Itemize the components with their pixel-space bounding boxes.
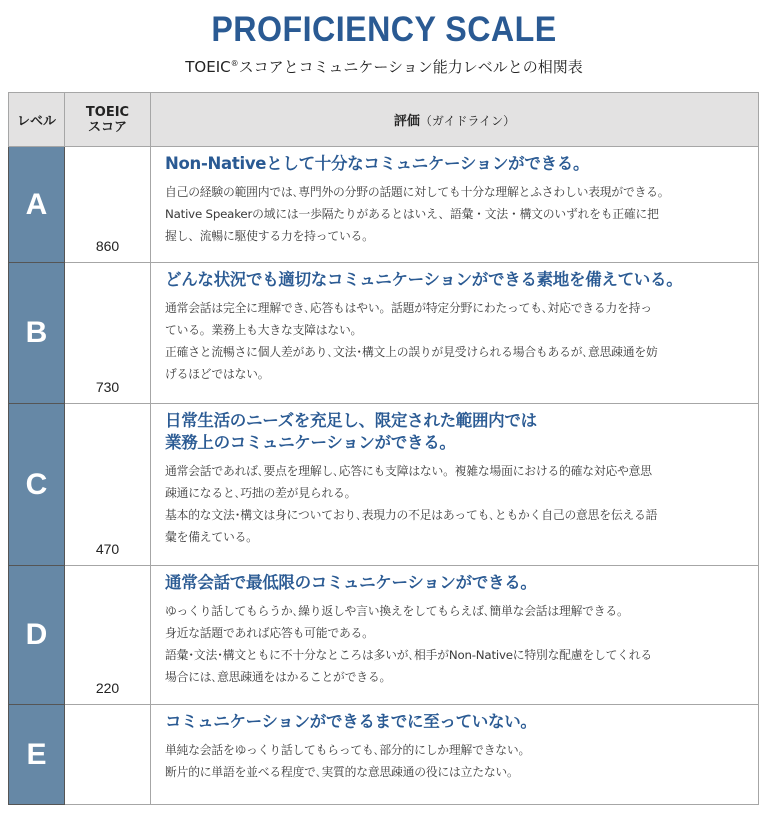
- column-header-level: レベル: [9, 93, 65, 147]
- evaluation-text-line: 通常会話は完全に理解でき､応答もはやい。話題が特定分野にわたっても､対応できる力を持っ: [165, 301, 652, 315]
- registered-mark: ®: [230, 59, 239, 68]
- score-cell: 860: [65, 147, 151, 263]
- column-header-score-line1: TOEIC: [85, 104, 130, 120]
- table-row-level-e: [9, 705, 759, 805]
- evaluation-text-line: 単純な会話をゆっくり話してもらっても､部分的にしか理解できない。: [165, 743, 531, 757]
- score-cell: [65, 705, 151, 805]
- evaluation-headline: [165, 410, 744, 454]
- evaluation-text-line: 身近な話題であれば応答も可能である。: [165, 626, 374, 640]
- column-header-score: [65, 93, 151, 147]
- evaluation-cell: [151, 705, 759, 805]
- score-cell: 470: [65, 404, 151, 566]
- column-header-eval-sub: （ガイドライン）: [419, 114, 516, 128]
- headline-line: 日常生活のニーズを充足し、限定された範囲内では: [165, 411, 537, 430]
- headline-line: コミュニケーションができるまでに至っていない。: [165, 712, 537, 731]
- evaluation-cell: [151, 404, 759, 566]
- score-cell: 220: [65, 566, 151, 705]
- evaluation-text-line: 断片的に単語を並べる程度で､実質的な意思疎通の役には立たない。: [165, 765, 519, 779]
- evaluation-text-line: 場合には､意思疎通をはかることができる。: [165, 670, 392, 684]
- evaluation-text-line: 正確さと流暢さに個人差があり､文法･構文上の誤りが見受けられる場合もあるが､意思疎通を妨: [165, 345, 658, 359]
- evaluation-cell: [151, 263, 759, 404]
- evaluation-text-line: げるほどではない。: [165, 367, 270, 381]
- headline-line: 通常会話で最低限のコミュニケーションができる。: [165, 573, 537, 592]
- subtitle-prefix: TOEIC: [185, 58, 231, 76]
- column-header-score-line2: スコア: [87, 119, 127, 135]
- evaluation-text-line: 通常会話であれば､要点を理解し､応答にも支障はない。複雑な場面における的確な対応や意思: [165, 464, 652, 478]
- table-row-level-a: [9, 147, 759, 263]
- evaluation-headline: [165, 572, 744, 594]
- level-cell: C: [9, 404, 65, 566]
- evaluation-text-line: 語彙･文法･構文ともに不十分なところは多いが､相手がNon-Nativeに特別な配慮をしてくれる: [165, 648, 652, 662]
- evaluation-cell: [151, 566, 759, 705]
- table-row-level-c: [9, 404, 759, 566]
- evaluation-text-line: Native Speakerの域には一歩隔たりがあるとはいえ、語彙・文法・構文のいずれをも正確に把: [165, 207, 659, 221]
- evaluation-text-line: 疎通になると､巧拙の差が見られる。: [165, 486, 357, 500]
- evaluation-headline: [165, 711, 744, 733]
- evaluation-headline: [165, 153, 744, 175]
- evaluation-text-line: 基本的な文法･構文は身についており､表現力の不足はあっても､ともかく自己の意思を伝える語: [165, 508, 658, 522]
- level-cell: A: [9, 147, 65, 263]
- table-row-level-d: [9, 566, 759, 705]
- headline-line: Non-Nativeとして十分なコミュニケーションができる。: [165, 154, 590, 173]
- evaluation-headline: [165, 269, 744, 291]
- evaluation-text-line: 自己の経験の範囲内では､専門外の分野の話題に対しても十分な理解とふさわしい表現ができる。: [165, 185, 670, 199]
- page-subtitle: [0, 54, 768, 77]
- headline-line: どんな状況でも適切なコミュニケーションができる素地を備えている。: [165, 270, 683, 289]
- headline-line: 業務上のコミュニケーションができる。: [165, 433, 456, 452]
- level-cell: E: [9, 705, 65, 805]
- score-cell: 730: [65, 263, 151, 404]
- subtitle-suffix: スコアとコミュニケーション能力レベルとの相関表: [238, 58, 583, 76]
- evaluation-text-line: ゆっくり話してもらうか､繰り返しや言い換えをしてもらえば､簡単な会話は理解できる。: [165, 604, 629, 618]
- table-row-level-b: [9, 263, 759, 404]
- page-title: PROFICIENCY SCALE: [211, 10, 557, 49]
- column-header-eval: [151, 93, 759, 147]
- column-header-eval-label: 評価: [393, 114, 420, 129]
- proficiency-table: [8, 92, 759, 805]
- level-cell: B: [9, 263, 65, 404]
- evaluation-text-line: 彙を備えている。: [165, 530, 258, 544]
- table-header-row: [9, 93, 759, 147]
- evaluation-text-line: ている。業務上も大きな支障はない。: [165, 323, 363, 337]
- evaluation-text-line: 握し、流暢に駆使する力を持っている。: [165, 229, 374, 243]
- evaluation-cell: [151, 147, 759, 263]
- level-cell: D: [9, 566, 65, 705]
